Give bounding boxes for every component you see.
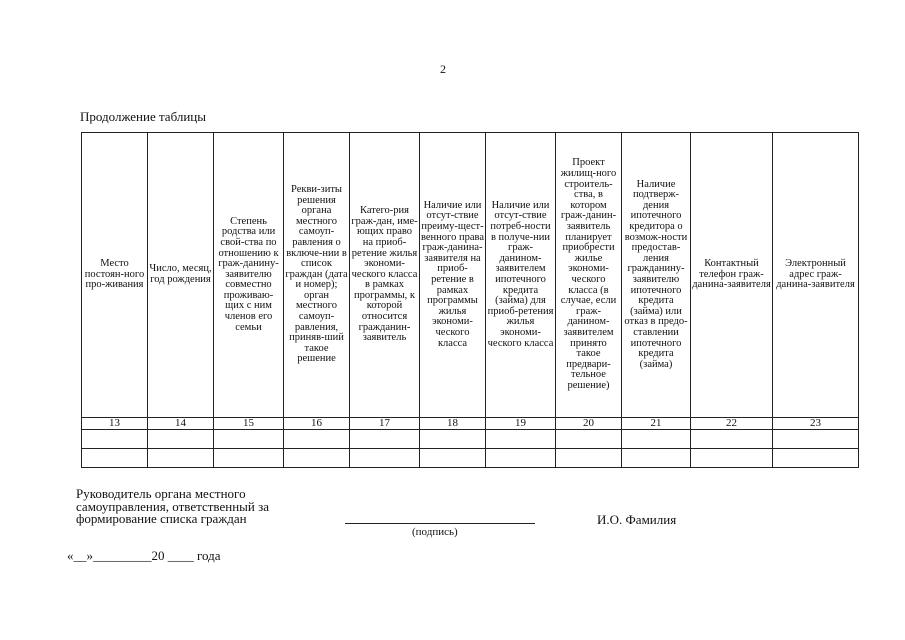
column-number: 21 xyxy=(622,418,691,430)
page-number: 2 xyxy=(440,62,446,76)
column-number: 17 xyxy=(350,418,420,430)
signatory-label: Руководитель органа местного самоуправления, ответственный за формирование списка граждан xyxy=(76,486,270,526)
date-line: «__»_________20 ____ года xyxy=(67,548,221,563)
signature-caption: (подпись) xyxy=(412,526,458,538)
table-cell[interactable] xyxy=(214,430,284,449)
column-header: Место постоян-ного про-живания xyxy=(82,133,148,418)
table-cell[interactable] xyxy=(556,449,622,468)
table-cell[interactable] xyxy=(773,430,859,449)
column-number: 23 xyxy=(773,418,859,430)
table-cell[interactable] xyxy=(622,449,691,468)
table-cell[interactable] xyxy=(82,449,148,468)
column-number: 14 xyxy=(148,418,214,430)
column-number: 16 xyxy=(284,418,350,430)
table-cell[interactable] xyxy=(622,430,691,449)
column-number: 13 xyxy=(82,418,148,430)
table-row xyxy=(82,430,859,449)
column-number: 20 xyxy=(556,418,622,430)
table-cell[interactable] xyxy=(284,430,350,449)
column-number: 15 xyxy=(214,418,284,430)
column-header: Число, месяц, год рождения xyxy=(148,133,214,418)
signature-line[interactable] xyxy=(345,523,535,524)
column-header: Контактный телефон граж-данина-заявителя xyxy=(691,133,773,418)
table-cell[interactable] xyxy=(691,430,773,449)
table-row xyxy=(82,449,859,468)
table-cell[interactable] xyxy=(420,430,486,449)
column-number: 22 xyxy=(691,418,773,430)
applicants-table xyxy=(81,132,859,468)
name-placeholder: И.О. Фамилия xyxy=(597,512,677,527)
column-header: Электронный адрес граж-данина-заявителя xyxy=(773,133,859,418)
column-header: Наличие или отсут-ствие потреб-ности в получе-нии граж-данином-заявителем ипотечного кредита (займа) для приоб-ретения жилья экономи-ческого класса xyxy=(486,133,556,418)
table-cell[interactable] xyxy=(420,449,486,468)
column-number: 18 xyxy=(420,418,486,430)
table-cell[interactable] xyxy=(773,449,859,468)
table-cell[interactable] xyxy=(350,449,420,468)
table-cell[interactable] xyxy=(486,430,556,449)
table-cell[interactable] xyxy=(284,449,350,468)
table-cell[interactable] xyxy=(556,430,622,449)
table-cell[interactable] xyxy=(214,449,284,468)
column-header: Проект жилищ-ного строитель-ства, в котором граж-данин-заявитель планирует приобрести жилье экономи-ческого класса (в случае, если граж-данином-заявителем принято такое предвари-тельное решение) xyxy=(556,133,622,418)
column-header: Наличие или отсут-ствие преиму-щест-венного права граж-данина-заявителя на приоб-ретение в рамках программы жилья экономи-ческого класса xyxy=(420,133,486,418)
column-header: Степень родства или свой-ства по отношению к граж-данину-заявителю совместно проживаю-щих с ним членов его семьи xyxy=(214,133,284,418)
table-cell[interactable] xyxy=(486,449,556,468)
column-header: Катего-рия граж-дан, име-ющих право на приоб-ретение жилья экономи-ческого класса в рамках программы, к которой относится гражданин-заявитель xyxy=(350,133,420,418)
column-header: Наличие подтверж-дения ипотечного кредитора о возмож-ности предостав-ления гражданину-заявителю ипотечного кредита (займа) или отказ в предо-ставлении ипотечного кредита (займа) xyxy=(622,133,691,418)
table-cell[interactable] xyxy=(148,430,214,449)
column-number: 19 xyxy=(486,418,556,430)
table-cell[interactable] xyxy=(148,449,214,468)
column-header: Рекви-зиты решения органа местного самоуп-равления о включе-нии в список граждан (дата и номер); орган местного самоуп-равления, приняв-ший такое решение xyxy=(284,133,350,418)
table-cell[interactable] xyxy=(691,449,773,468)
table-cell[interactable] xyxy=(350,430,420,449)
table-header-row xyxy=(82,133,859,418)
table-continuation-title: Продолжение таблицы xyxy=(80,109,206,124)
column-number-row xyxy=(82,418,859,430)
table-cell[interactable] xyxy=(82,430,148,449)
